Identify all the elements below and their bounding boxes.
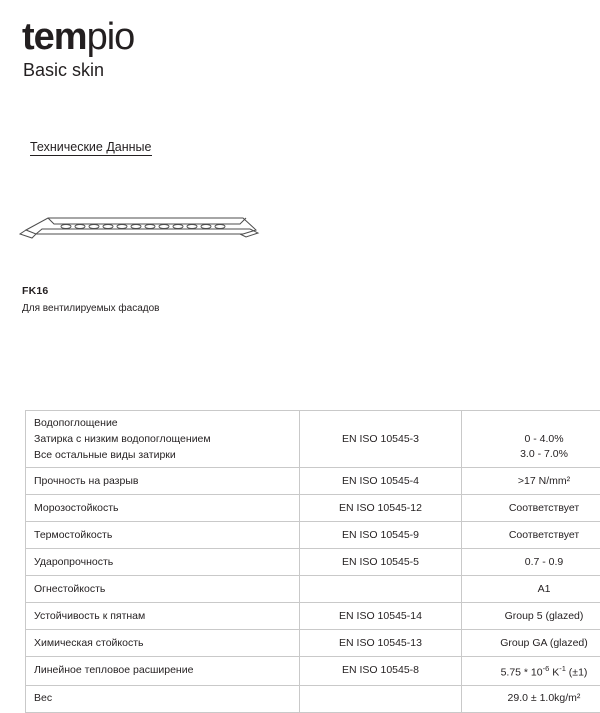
row-value: Group GA (glazed) xyxy=(462,630,600,657)
value-suffix: (±1) xyxy=(566,667,588,679)
row-value: Соответствует xyxy=(462,522,600,549)
value-prefix: 5.75 * 10 xyxy=(501,667,543,679)
row-standard: EN ISO 10545-9 xyxy=(300,522,462,549)
property-line: Водопоглощение xyxy=(34,415,291,431)
row-property: Прочность на разрыв xyxy=(26,468,300,495)
row-value: Group 5 (glazed) xyxy=(462,603,600,630)
row-property: Линейное тепловое расширение xyxy=(26,657,300,686)
table-row xyxy=(26,603,600,630)
row-standard xyxy=(300,685,462,712)
brand-logo xyxy=(22,16,134,58)
table-row xyxy=(26,522,600,549)
table-row xyxy=(26,576,600,603)
table-row xyxy=(26,657,600,686)
technical-data-table xyxy=(25,410,600,713)
value-mid: K xyxy=(549,667,559,679)
row-value: >17 N/mm² xyxy=(462,468,600,495)
row-standard: EN ISO 10545-4 xyxy=(300,468,462,495)
value-exponent: -1 xyxy=(559,664,566,673)
row-property: Химическая стойкость xyxy=(26,630,300,657)
row-standard: EN ISO 10545-5 xyxy=(300,549,462,576)
table-row xyxy=(26,468,600,495)
row-standard: EN ISO 10545-12 xyxy=(300,495,462,522)
value-line: 3.0 - 7.0% xyxy=(470,447,600,462)
row-standard xyxy=(300,576,462,603)
table-row xyxy=(26,495,600,522)
row-value: Соответствует xyxy=(462,495,600,522)
row-value: A1 xyxy=(462,576,600,603)
value-exponent: -6 xyxy=(543,664,550,673)
row-value xyxy=(462,411,600,468)
table-row xyxy=(26,685,600,712)
row-property: Ударопрочность xyxy=(26,549,300,576)
row-value: 0.7 - 0.9 xyxy=(462,549,600,576)
row-standard: EN ISO 10545-14 xyxy=(300,603,462,630)
product-code: FK16 xyxy=(22,285,48,297)
property-line: Затирка с низким водопоглощением xyxy=(34,431,291,447)
section-heading: Технические Данные xyxy=(30,140,152,156)
value-spacer xyxy=(470,416,600,432)
row-property: Морозостойкость xyxy=(26,495,300,522)
row-standard: EN ISO 10545-13 xyxy=(300,630,462,657)
row-property xyxy=(26,411,300,468)
logo-text-bold: tem xyxy=(22,16,87,58)
property-line: Все остальные виды затирки xyxy=(34,447,291,463)
page-subtitle: Basic skin xyxy=(23,59,104,81)
row-property: Устойчивость к пятнам xyxy=(26,603,300,630)
row-property: Вес xyxy=(26,685,300,712)
row-property: Термостойкость xyxy=(26,522,300,549)
row-value xyxy=(462,657,600,686)
row-property: Огнестойкость xyxy=(26,576,300,603)
product-description: Для вентилируемых фасадов xyxy=(22,303,159,314)
row-standard: EN ISO 10545-8 xyxy=(300,657,462,686)
profile-cross-section-drawing xyxy=(18,210,263,246)
row-standard: EN ISO 10545-3 xyxy=(300,411,462,468)
table-row xyxy=(26,411,600,468)
logo-text-light: pio xyxy=(87,16,135,58)
row-value: 29.0 ± 1.0kg/m² xyxy=(462,685,600,712)
value-line: 0 - 4.0% xyxy=(470,432,600,447)
table-row xyxy=(26,630,600,657)
table-row xyxy=(26,549,600,576)
